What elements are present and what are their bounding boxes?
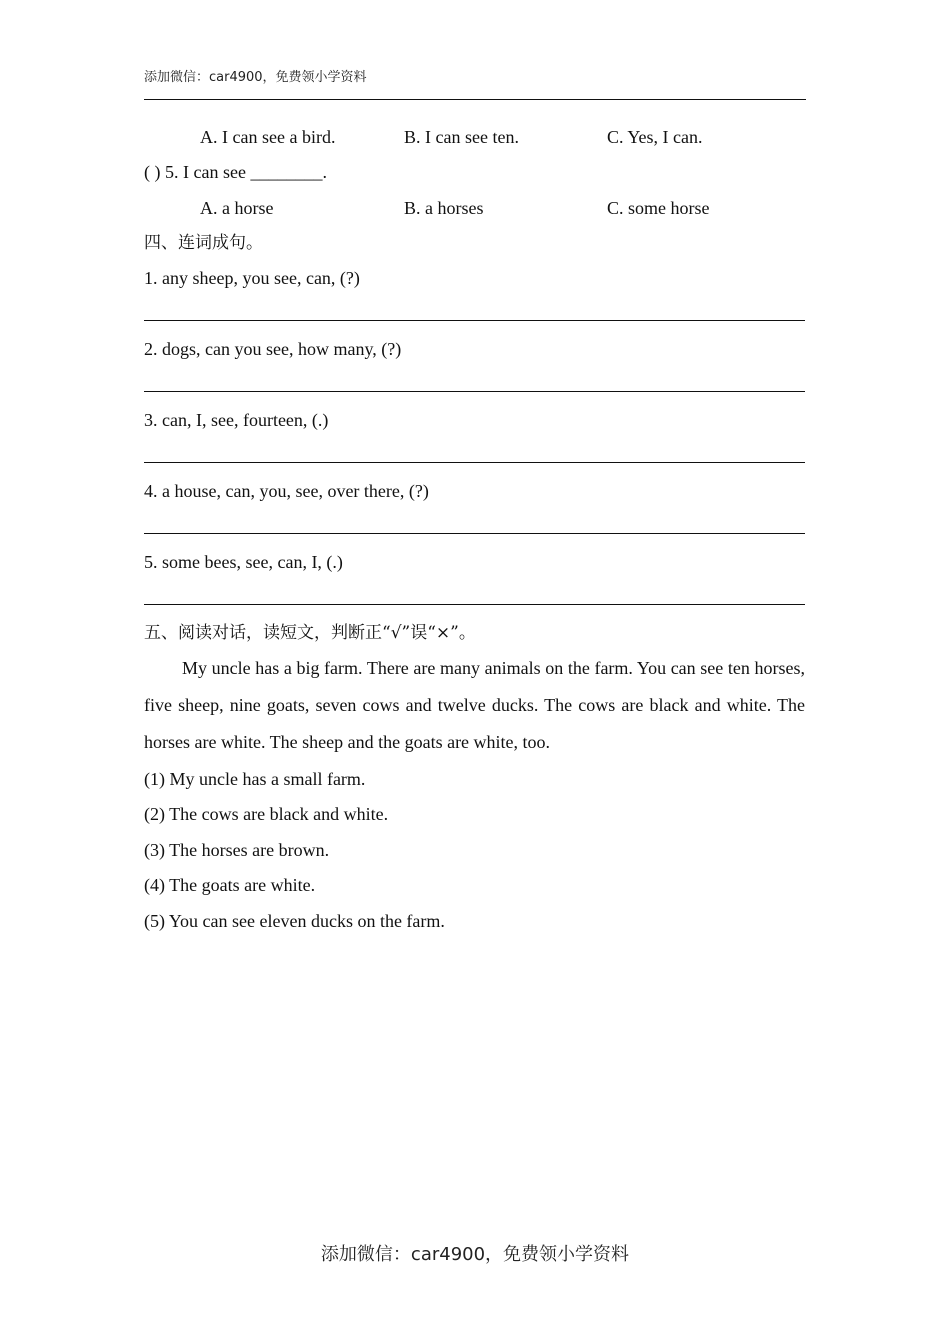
q4-option-a: A. I can see a bird. [200,127,336,147]
q4-option-c: C. Yes, I can. [607,127,703,147]
section5-title: 五、阅读对话，读短文，判断正“√”误“×”。 [144,623,476,643]
statement-2: (2) The cows are black and white. [144,804,389,824]
answer-line[interactable] [144,533,805,534]
reading-passage: My uncle has a big farm. There are many animals on the farm. You can see ten horses, five sheep, nine goats, seven cows and twelve ducks. The cows are black and white. The horses are white. The sheep and the goats are white, too. [144,658,805,752]
q5-option-a: A. a horse [200,198,274,218]
statement-1: (1) My uncle has a small farm. [144,769,366,789]
answer-line[interactable] [144,462,805,463]
q5-question: ( ) 5. I can see ________. [144,162,327,182]
page-footer: 添加微信：car4900，免费领小学资料 [320,1244,630,1265]
q4-option-b: B. I can see ten. [404,127,519,147]
section4-item: 3. can, I, see, fourteen, (.) [144,410,329,430]
section4-item: 5. some bees, see, can, I, (.) [144,552,343,572]
section4-item: 1. any sheep, you see, can, (?) [144,268,360,288]
answer-line[interactable] [144,391,805,392]
section4-title: 四、连词成句。 [144,233,263,253]
header-rule [144,99,806,100]
page-header: 添加微信：car4900，免费领小学资料 [144,70,367,85]
answer-line[interactable] [144,320,805,321]
statement-3: (3) The horses are brown. [144,840,330,860]
section4-item: 2. dogs, can you see, how many, (?) [144,339,402,359]
q5-option-c: C. some horse [607,198,710,218]
q5-option-b: B. a horses [404,198,484,218]
statement-5: (5) You can see eleven ducks on the farm. [144,911,445,931]
section4-item: 4. a house, can, you, see, over there, (?) [144,481,429,501]
answer-line[interactable] [144,604,805,605]
statement-4: (4) The goats are white. [144,875,316,895]
